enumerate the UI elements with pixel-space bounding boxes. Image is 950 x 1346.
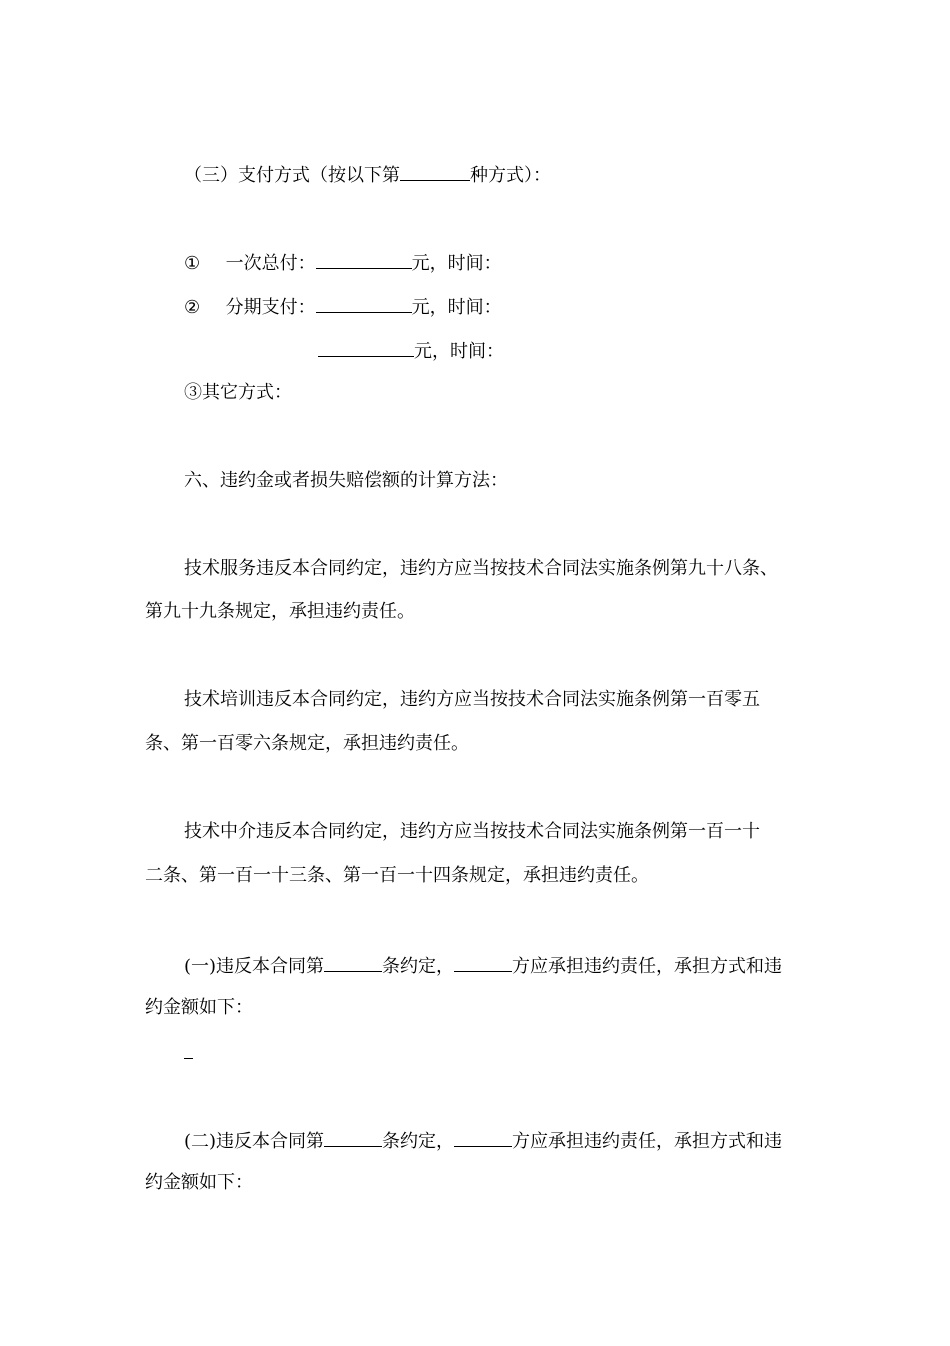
installment-number: ②: [184, 297, 201, 318]
service-paragraph-line2: 第九十九条规定，承担违约责任。: [145, 601, 415, 622]
lump-sum-label: 一次总付：: [225, 253, 316, 274]
lump-sum-line: [184, 250, 502, 275]
breach-item2-party-blank[interactable]: [454, 1128, 512, 1147]
payment-heading-prefix: （三）支付方式（按以下第: [184, 165, 400, 186]
other-method-line: ③其它方式：: [184, 382, 292, 403]
breach-item1-part-b: 条约定，: [382, 956, 455, 977]
lump-sum-unit: 元，时间：: [411, 253, 502, 274]
service-paragraph-line1: 技术服务违反本合同约定，违约方应当按技术合同法实施条例第九十八条、: [184, 558, 778, 579]
lump-sum-number: ①: [184, 253, 201, 274]
blank-underline-mark: [184, 1058, 193, 1059]
breach-item2-part-a: (二)违反本合同第: [184, 1131, 325, 1152]
intermediary-paragraph-line2: 二条、第一百一十三条、第一百一十四条规定，承担违约责任。: [145, 865, 649, 886]
breach-item1-line1: [184, 953, 782, 978]
breach-item1-line2: 约金额如下：: [145, 997, 253, 1018]
breach-item2-line2: 约金额如下：: [145, 1172, 253, 1193]
installment-line: [184, 294, 502, 319]
training-paragraph-line1: 技术培训违反本合同约定，违约方应当按技术合同法实施条例第一百零五: [184, 689, 760, 710]
installment-unit-2: 元，时间：: [414, 341, 504, 362]
installment-label: 分期支付：: [225, 297, 316, 318]
breach-item2-line1: [184, 1128, 782, 1153]
installment-amount-blank-2[interactable]: [318, 338, 414, 357]
payment-heading: [184, 162, 551, 187]
training-paragraph-line2: 条、第一百零六条规定，承担违约责任。: [145, 733, 469, 754]
breach-item1-article-blank[interactable]: [324, 953, 382, 972]
section6-title: 六、违约金或者损失赔偿额的计算方法：: [184, 470, 508, 491]
intermediary-paragraph-line1: 技术中介违反本合同约定，违约方应当按技术合同法实施条例第一百一十: [184, 821, 760, 842]
lump-sum-amount-blank[interactable]: [316, 250, 412, 269]
installment-amount-blank-1[interactable]: [316, 294, 412, 313]
breach-item2-part-b: 条约定，: [382, 1131, 455, 1152]
installment-unit-1: 元，时间：: [411, 297, 502, 318]
breach-item2-part-c: 方应承担违约责任，承担方式和违: [512, 1131, 783, 1152]
breach-item1-part-c: 方应承担违约责任，承担方式和违: [512, 956, 783, 977]
installment-line-2: [318, 338, 504, 363]
breach-item1-part-a: (一)违反本合同第: [184, 956, 325, 977]
payment-method-blank[interactable]: [400, 162, 470, 181]
breach-item2-article-blank[interactable]: [324, 1128, 382, 1147]
payment-heading-suffix: 种方式）：: [470, 165, 551, 186]
breach-item1-party-blank[interactable]: [454, 953, 512, 972]
